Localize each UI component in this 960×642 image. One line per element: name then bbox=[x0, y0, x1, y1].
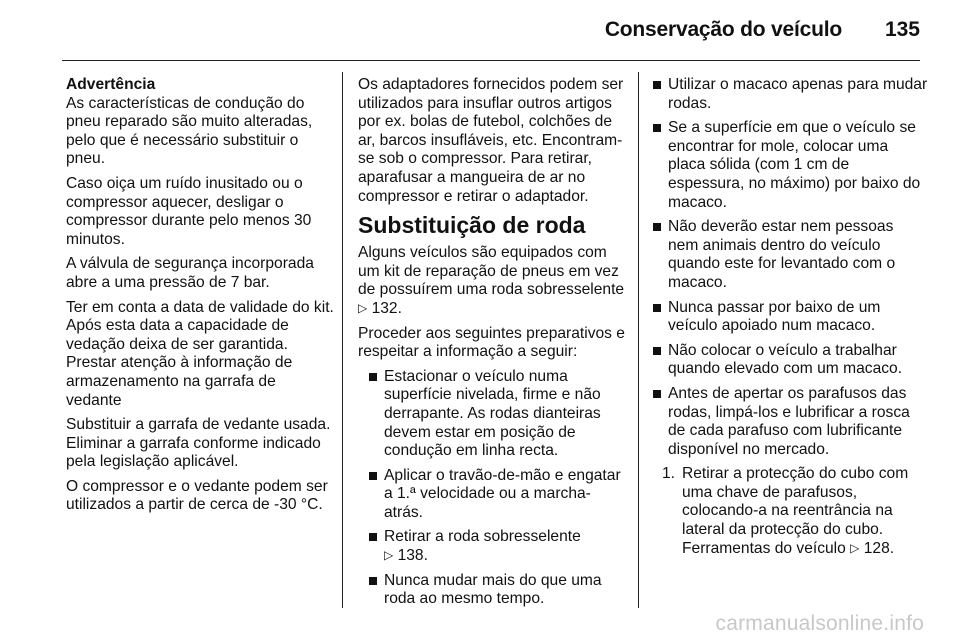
numbered-steps bbox=[662, 465, 928, 558]
step-number: 1. bbox=[662, 465, 676, 483]
list-item bbox=[652, 342, 928, 379]
list-item-text: Nunca mudar mais do que uma roda ao mesmo tempo. bbox=[384, 571, 602, 608]
column-1 bbox=[66, 76, 334, 521]
paragraph: A válvula de segurança incorporada abre a uma pressão de 7 bar. bbox=[66, 255, 314, 291]
page-ref-link[interactable]: 138. bbox=[397, 547, 428, 565]
column-2 bbox=[358, 76, 628, 615]
square-bullet-icon bbox=[369, 472, 377, 480]
list-item bbox=[368, 528, 628, 565]
paragraph: Substituir a garrafa de vedante usada. Eliminar a garrafa conforme indicado pela legislação aplicável. bbox=[66, 416, 331, 471]
list-item-text: Utilizar o macaco apenas para mudar rodas. bbox=[668, 76, 928, 112]
list-item bbox=[368, 467, 628, 523]
paragraph-text: Alguns veículos são equipados com um kit de reparação de pneus em vez de possuírem uma roda sobresselente bbox=[358, 244, 625, 299]
square-bullet-icon bbox=[653, 347, 661, 355]
list-item bbox=[652, 299, 928, 336]
list-item-text: Aplicar o travão-de-mão e engatar a 1.ª velocidade ou a marcha-atrás. bbox=[384, 466, 621, 521]
section-heading: Substituição de roda bbox=[358, 212, 586, 239]
list-item bbox=[652, 218, 928, 292]
list-item-text: Não deverão estar nem pessoas nem animais dentro do veículo quando este for levantado com o macaco. bbox=[668, 218, 896, 291]
square-bullet-icon bbox=[369, 373, 377, 381]
page-header bbox=[0, 0, 960, 62]
header-divider bbox=[62, 60, 920, 61]
page-ref-link[interactable]: 132. bbox=[371, 299, 402, 317]
warning-block bbox=[66, 76, 334, 169]
warning-title: Advertência bbox=[66, 76, 156, 93]
list-item-text: Retirar a roda sobresselente bbox=[384, 528, 581, 546]
list-item-text: Não colocar o veículo a trabalhar quando elevado com um macaco. bbox=[668, 341, 903, 378]
square-bullet-icon bbox=[653, 390, 661, 398]
column-divider-1 bbox=[342, 72, 343, 608]
paragraph: O compressor e o vedante podem ser utilizados a partir de cerca de -30 °C. bbox=[66, 477, 328, 514]
arrow-ref-icon: ▷ bbox=[358, 300, 368, 315]
square-bullet-icon bbox=[369, 577, 377, 585]
watermark: carmanualsonline.info bbox=[715, 612, 924, 635]
list-item bbox=[368, 368, 628, 461]
square-bullet-icon bbox=[653, 81, 661, 89]
arrow-ref-icon: ▷ bbox=[850, 540, 860, 555]
page-ref-link[interactable]: 128. bbox=[863, 539, 895, 557]
paragraph: Ter em conta a data de validade do kit. Após esta data a capacidade de vedação deixa de ser garantida. Prestar atenção à informação de armazenamento na garrafa de vedante bbox=[66, 298, 334, 409]
warning-text: As características de condução do pneu reparado são muito alteradas, pelo que é necessário substituir o pneu. bbox=[66, 94, 313, 168]
square-bullet-icon bbox=[369, 533, 377, 541]
square-bullet-icon bbox=[653, 223, 661, 231]
step-item bbox=[662, 465, 928, 558]
paragraph: Proceder aos seguintes preparativos e respeitar a informação a seguir: bbox=[358, 324, 625, 361]
list-item bbox=[368, 572, 628, 609]
paragraph bbox=[358, 244, 628, 318]
bullet-list bbox=[358, 368, 628, 609]
bullet-list bbox=[652, 76, 928, 459]
square-bullet-icon bbox=[653, 124, 661, 132]
paragraph: Caso oiça um ruído inusitado ou o compressor aquecer, desligar o compressor durante pelo menos 30 minutos. bbox=[66, 174, 312, 248]
column-3 bbox=[652, 76, 928, 558]
step-text: Retirar a protecção do cubo com uma chave de parafusos, colocando-a na reentrância na lateral da protecção do cubo. Ferramentas do veículo bbox=[682, 465, 909, 557]
list-item bbox=[652, 385, 928, 459]
column-divider-2 bbox=[638, 72, 639, 608]
page-number: 135 bbox=[884, 18, 920, 41]
list-item bbox=[652, 119, 928, 212]
arrow-ref-icon: ▷ bbox=[384, 548, 394, 563]
page-title: Conservação do veículo bbox=[604, 18, 842, 41]
paragraph: Os adaptadores fornecidos podem ser utilizados para insuflar outros artigos por ex. bolas de futebol, colchões de ar, barcos insufláveis, etc. Encontram-se sob o compressor. Para retirar, aparafusar a mangueira de ar no compressor e retirar o adaptador. bbox=[358, 76, 624, 205]
list-item-text: Antes de apertar os parafusos das rodas, limpá-los e lubrificar a rosca de cada parafuso com lubrificante disponível no mercado. bbox=[668, 384, 910, 458]
list-item-text: Nunca passar por baixo de um veículo apoiado num macaco. bbox=[668, 298, 881, 335]
list-item-text: Estacionar o veículo numa superfície nivelada, firme e não derrapante. As rodas dianteiras devem estar em posição de condução em linha recta. bbox=[384, 367, 601, 460]
square-bullet-icon bbox=[653, 304, 661, 312]
list-item bbox=[652, 76, 928, 113]
list-item-text: Se a superfície em que o veículo se encontrar for mole, colocar uma placa sólida (com 1 cm de espessura, no máximo) por baixo do macaco. bbox=[668, 119, 921, 211]
